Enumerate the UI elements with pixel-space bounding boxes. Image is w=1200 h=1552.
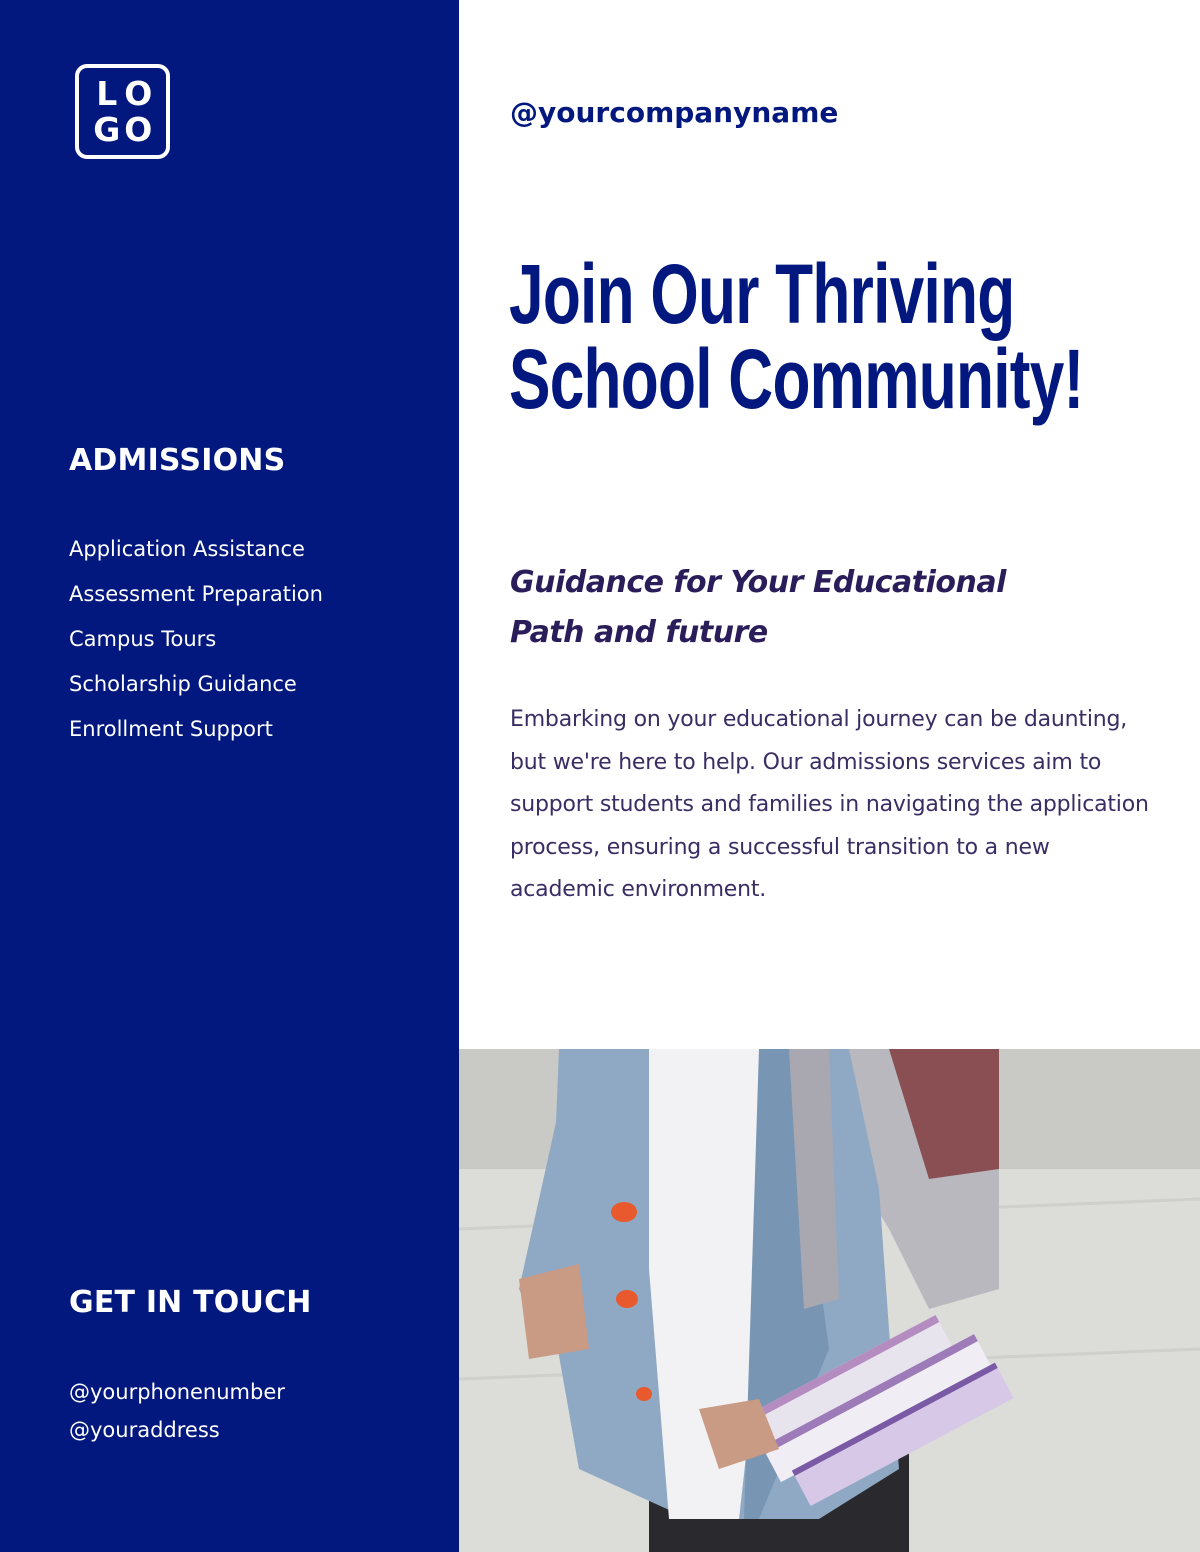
subheading-line: Path and future bbox=[510, 615, 768, 650]
service-item: Campus Tours bbox=[69, 627, 217, 651]
admissions-heading: ADMISSIONS bbox=[69, 443, 286, 478]
phone-number: @yourphonenumber bbox=[69, 1380, 285, 1404]
logo-letter: O bbox=[124, 73, 153, 113]
service-item: Enrollment Support bbox=[69, 717, 273, 741]
subheading-line: Guidance for Your Educational bbox=[510, 565, 1006, 600]
student-illustration bbox=[459, 1049, 1200, 1552]
body-paragraph: Embarking on your educational journey can be daunting, but we're here to help. Our admissions services aim to support students and families in navigating the application process, ensuring a successful transition to a new academic environment. bbox=[510, 707, 1149, 902]
service-item: Application Assistance bbox=[69, 537, 305, 561]
service-item: Assessment Preparation bbox=[69, 582, 323, 606]
logo-letter: L bbox=[96, 73, 118, 113]
headline bbox=[509, 247, 1084, 426]
headline-line: School Community! bbox=[509, 332, 1084, 426]
student-photo bbox=[459, 1049, 1200, 1552]
logo-letter: O bbox=[124, 110, 153, 150]
company-handle: @yourcompanyname bbox=[510, 96, 839, 129]
contact-details bbox=[69, 1373, 285, 1449]
address: @youraddress bbox=[69, 1418, 220, 1442]
contact-heading: GET IN TOUCH bbox=[69, 1285, 312, 1320]
logo-letter: G bbox=[93, 110, 121, 150]
admissions-services-list bbox=[69, 527, 323, 752]
headline-line: Join Our Thriving bbox=[509, 247, 1015, 341]
sidebar bbox=[0, 0, 459, 1552]
service-item: Scholarship Guidance bbox=[69, 672, 297, 696]
subheading bbox=[510, 558, 1130, 658]
logo bbox=[75, 64, 170, 159]
